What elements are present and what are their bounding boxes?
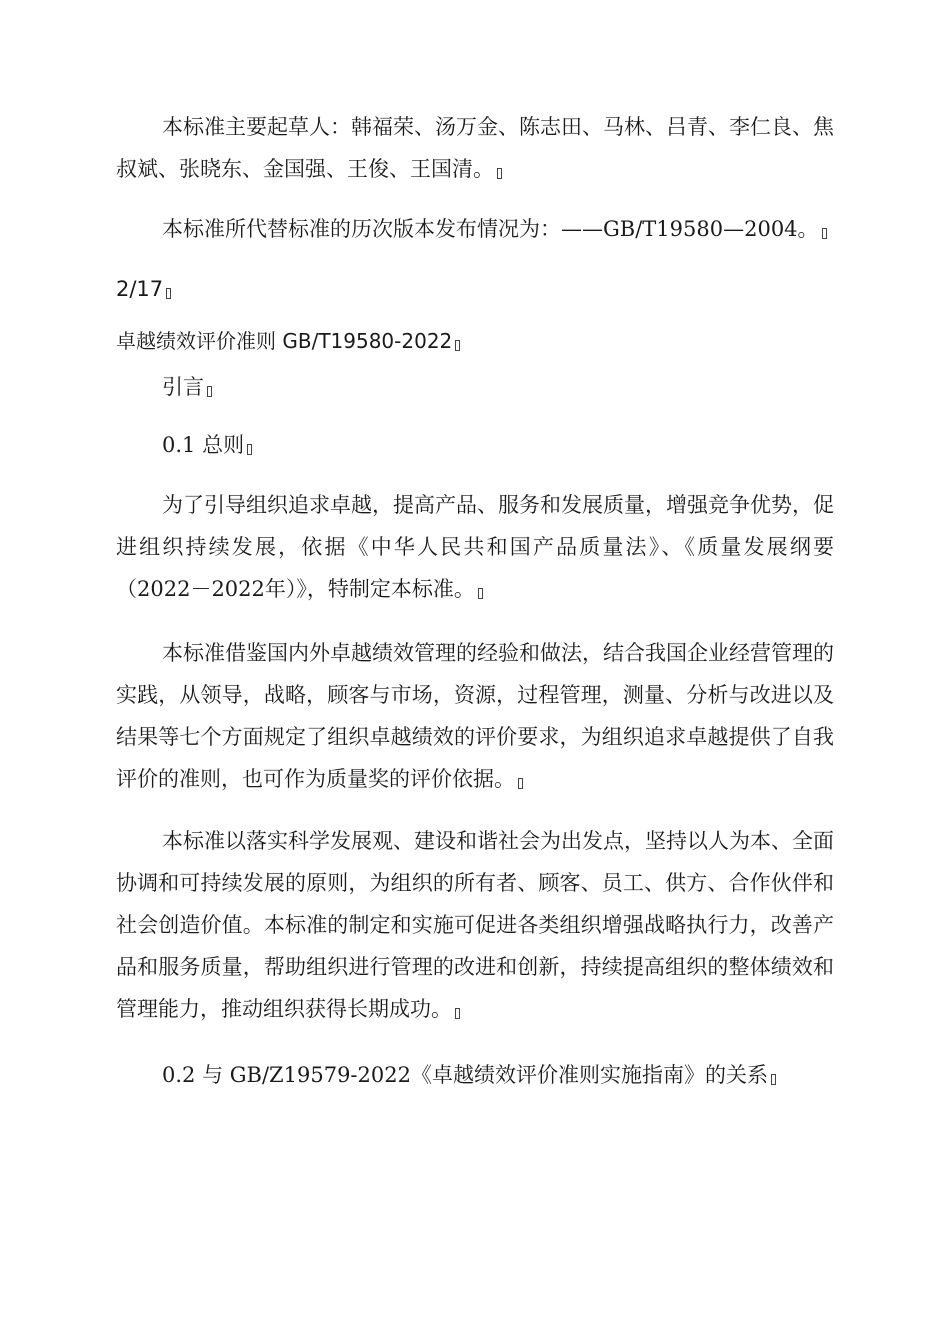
paragraph-mark-icon [771, 1074, 776, 1085]
page-number: 2/17 [116, 277, 164, 301]
section-0-1-heading: 0.1 总则 [162, 433, 245, 457]
document-title-line [116, 320, 834, 362]
page-number-line [116, 268, 834, 310]
paragraph-mark-icon [166, 288, 171, 299]
general-paragraph-1-text: 为了引导组织追求卓越，提高产品、服务和发展质量，增强竞争优势，促进组织持续发展，依据《中华人民共和国产品质量法》、《质量发展纲要（2022－2022年）》，特制定本标准。 [116, 493, 834, 601]
section-0-2-heading: 0.2 与 GB/Z19579-2022《卓越绩效评价准则实施指南》的关系 [162, 1063, 768, 1087]
section-0-2-line [116, 1054, 834, 1096]
replaced-versions-text: 本标准所代替标准的历次版本发布情况为：——GB/T19580—2004。 [162, 217, 819, 241]
paragraph-mark-icon [247, 444, 252, 455]
general-paragraph-1 [116, 484, 834, 610]
drafters-paragraph [116, 106, 834, 190]
general-paragraph-3 [116, 820, 834, 1030]
paragraph-mark-icon [207, 386, 212, 397]
drafters-text: 本标准主要起草人：韩福荣、汤万金、陈志田、马林、吕青、李仁良、焦叔斌、张晓东、金国强、王俊、王国清。 [116, 115, 834, 181]
general-paragraph-2-text: 本标准借鉴国内外卓越绩效管理的经验和做法，结合我国企业经营管理的实践，从领导，战略，顾客与市场，资源，过程管理，测量、分析与改进以及结果等七个方面规定了组织卓越绩效的评价要求，为组织追求卓越提供了自我评价的准则，也可作为质量奖的评价依据。 [116, 641, 834, 791]
paragraph-mark-icon [478, 588, 483, 599]
paragraph-mark-icon [455, 340, 460, 351]
document-title: 卓越绩效评价准则 GB/T19580-2022 [116, 329, 453, 353]
replaced-versions-paragraph [116, 208, 834, 250]
paragraph-mark-icon [518, 778, 523, 789]
paragraph-mark-icon [455, 1008, 460, 1019]
general-paragraph-2 [116, 632, 834, 800]
general-paragraph-3-text: 本标准以落实科学发展观、建设和谐社会为出发点，坚持以人为本、全面协调和可持续发展的原则，为组织的所有者、顾客、员工、供方、合作伙伴和社会创造价值。本标准的制定和实施可促进各类组织增强战略执行力，改善产品和服务质量，帮助组织进行管理的改进和创新，持续提高组织的整体绩效和管理能力，推动组织获得长期成功。 [116, 829, 834, 1021]
section-0-1-line [116, 424, 834, 466]
paragraph-mark-icon [822, 228, 827, 239]
intro-heading-line [116, 366, 834, 408]
paragraph-mark-icon [497, 168, 502, 179]
intro-heading: 引言 [162, 375, 204, 399]
